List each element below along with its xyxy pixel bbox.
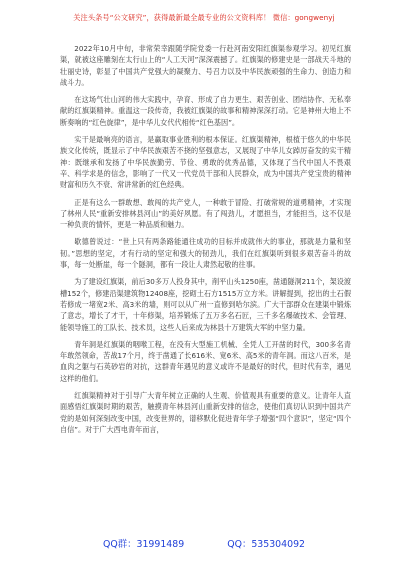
header-banner: 关注头条号“公文研究”，获得最新最全最专业的公文资料库！ 微信：gongwenyj bbox=[73, 13, 335, 22]
qq-group-text: QQ群：31991489 bbox=[102, 539, 185, 550]
paragraph: 青年洞是红旗渠的咽喉工程，在没有大型施工机械、全凭人工开凿的时代，300多名青年敢然领命，苦战17个月，终于凿通了长616米、宽6米、高5米的青年洞。而这八百米，是血肉之躯与石英砂岩的对抗，这群青年遇见的意义或许不是最好的时代，但时代有幸，遇见这样的他们。 bbox=[60, 339, 351, 383]
paragraph: 2022年10月中旬，非常荣幸跟随学院党委一行赴河南安阳红旗渠参观学习。初见红旗渠，就被这座雕刻在太行山上的“人工天河”深深震撼了。红旗渠的修建史是一部战天斗地的壮丽史诗，彰显了中国共产党强大的凝聚力、号召力以及中华民族顽强的生命力、创造力和战斗力。 bbox=[60, 44, 351, 87]
paragraph: 为了建设红旗渠，前后30多万人投身其中，削平山头1250座，凿通隧洞211个，架设渡槽152个，修建沿渠建筑物12408座，挖砌土石方1515万立方米。讲解提到，挖出的土石假若修成一堵宽2米、高3米的墙，则可以从广州一直修到哈尔滨。广大干部群众在建渠中锻炼了意志，增长了才干，十年修渠，培养锻炼了五万多名石匠，三千多名爆破技术、会管理、能领导施工的工队长、技术员，这些人后来成为林县十万建筑大军的中坚力量。 bbox=[60, 277, 351, 332]
footer-contact bbox=[0, 536, 408, 550]
article-body bbox=[60, 43, 351, 441]
paragraph: 歇德曾说过：“世上只有两条路能通往成功的目标并成就伟大的事业，那就是力量和坚韧。”思想的坚定，才有行动的坚定和强大的韧劲儿，我们在红旗渠听到很多艰苦奋斗的故事，每一处断崖，每一个隧洞，都有一段让人肃然起敬的往事。 bbox=[60, 237, 351, 270]
paragraph: 红旗渠精神对于引导广大青年树立正确的人生观、价值观具有重要的意义。让青年人直面感悟红旗渠时期的艰苦，触摸青年林县河山重新安排的信念，使他们真切认识到中国共产党的是如何深刻改变中国，改变世界的，谱移默化促进青年学子增强“四个意识”，坚定“四个自信”。对于广大西电青年而言， bbox=[60, 391, 351, 434]
paragraph: 正是有这么一群敢想、敢闯的共产党人，一种敢于冒险、打破常规的道勇精神，才实现了林州人民“重新安排林县河山”的美好夙愿。有了闯劲儿，才愿担当，才能担当，这不仅是一种负责的情怀，更是一种品质和魅力。 bbox=[60, 197, 351, 230]
qq-text: QQ：535304092 bbox=[227, 539, 306, 550]
paragraph: 实干是最响亮的语言，是赢取事业胜利的根本保证。红旗渠精神，根植于悠久的中华民族文化传统，既显示了中华民族艰苦不挠的坚强意志，又展现了中华儿女踔厉奋发的实干精神：既继承和发扬了中华民族勤劳、节俭、勇敢的优秀品德，又体现了当代中国人不畏艰辛、科学求是的信念，影响了一代又一代党员干部和人民群众，成为中国共产党宝贵的精神财富和历久不衰、常讲常新的红色经典。 bbox=[60, 135, 351, 190]
paragraph: 在这场气壮山河的伟大实践中，孕育、形成了自力更生、艰苦创业、团结协作、无私奉献的红旗渠精神。重温这一段传奇，我被红旗渠的故事和精神深深打动。它是神州大地上不断奏响的“红色旋律”，是中华儿女代代相传“红色基因”。 bbox=[60, 95, 351, 127]
